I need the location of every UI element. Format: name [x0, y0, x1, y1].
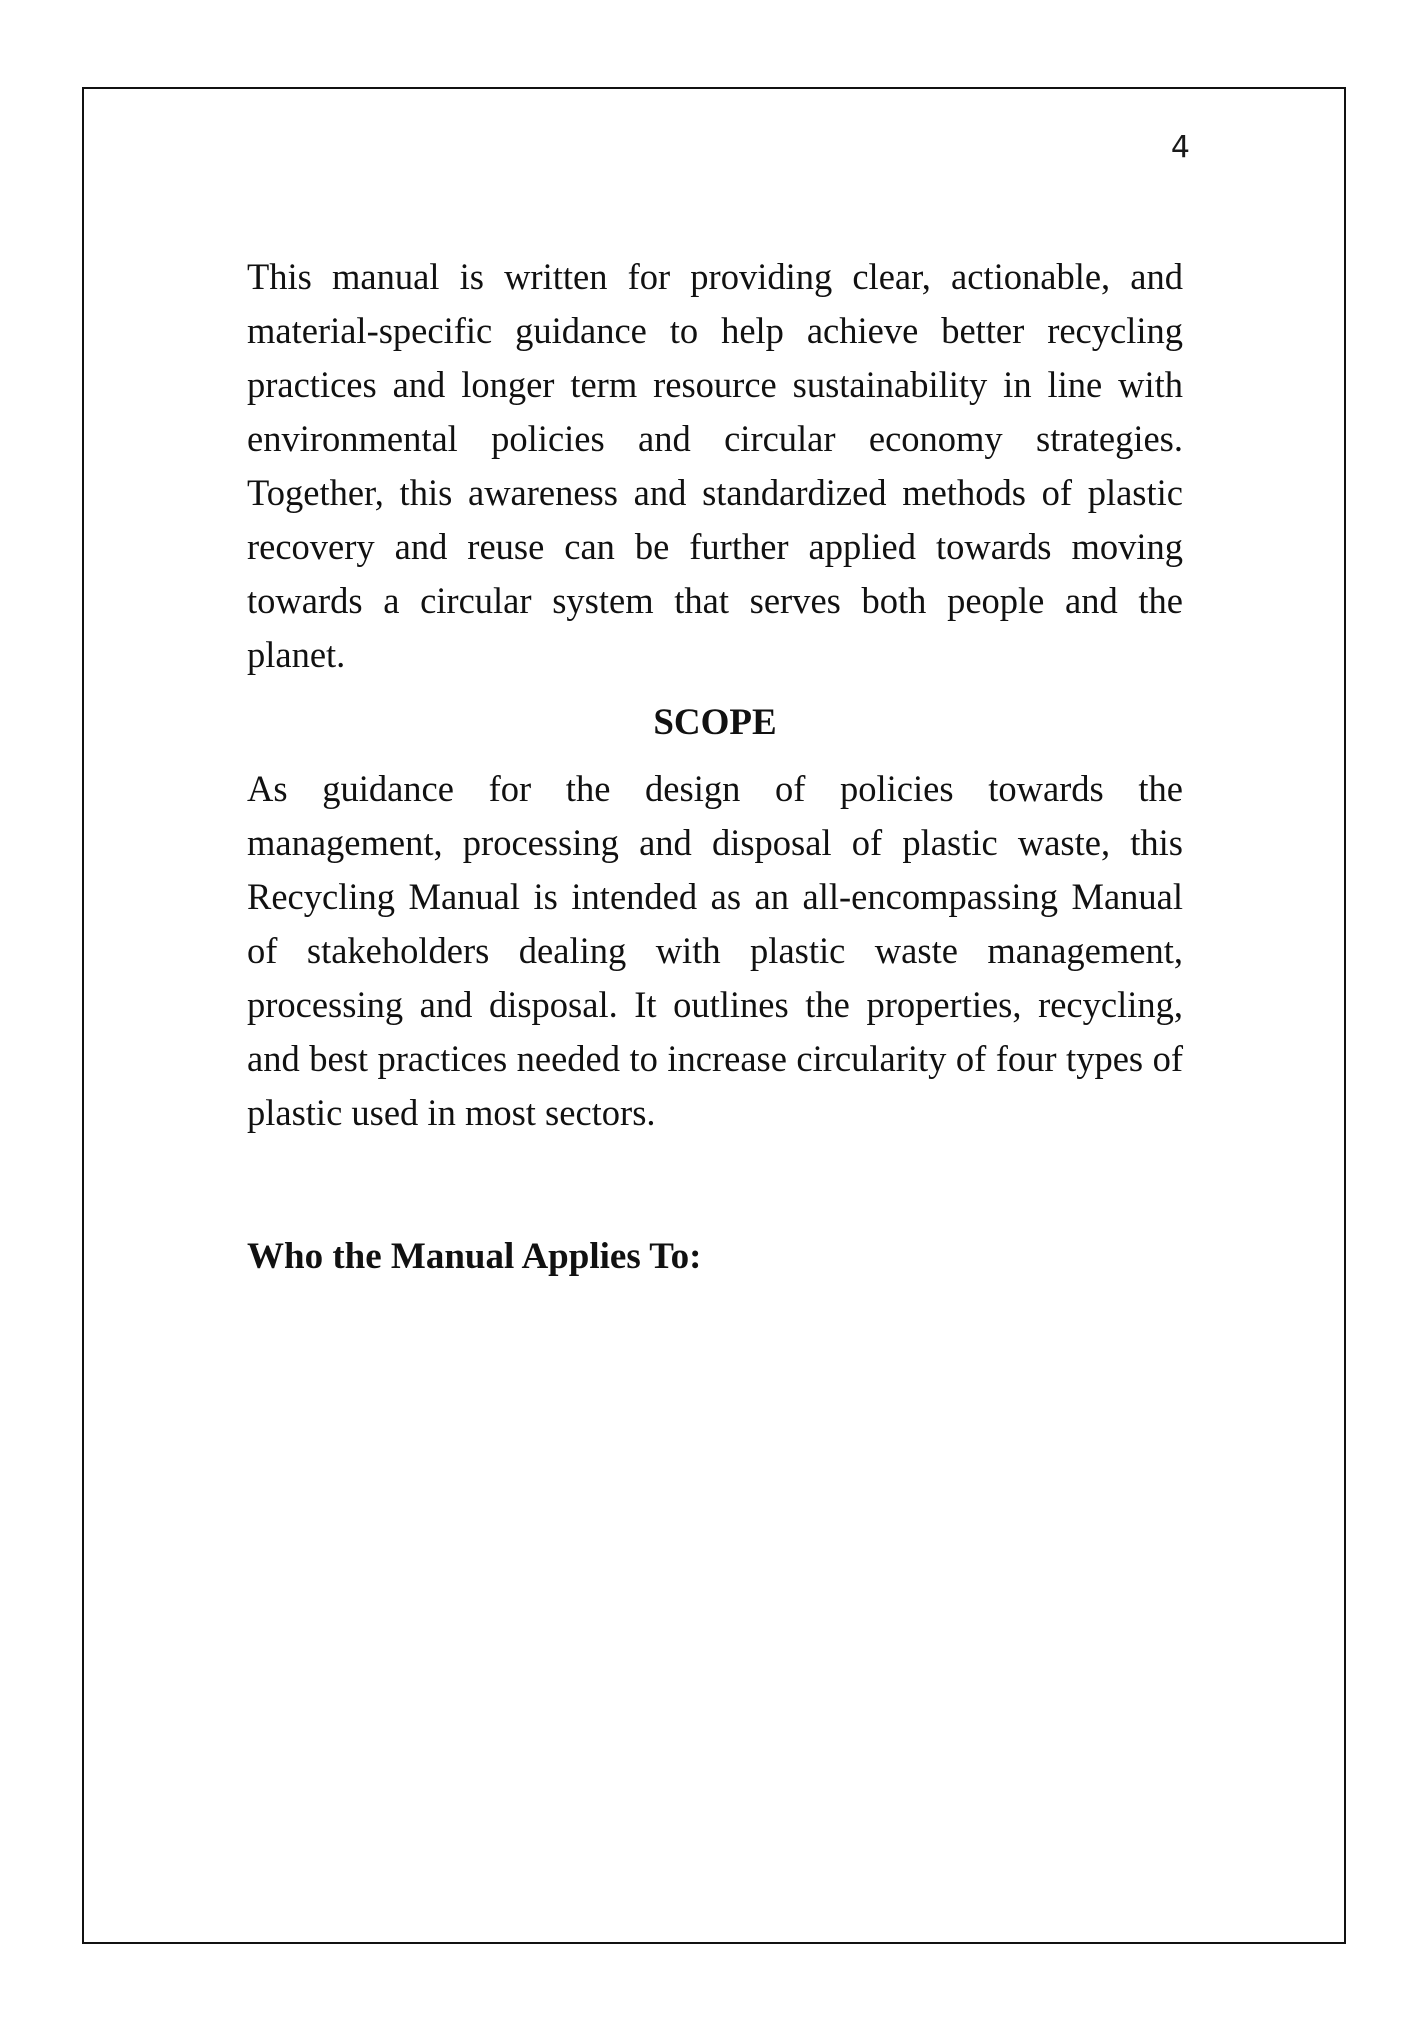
scope-paragraph: As guidance for the design of policies towards the management, processing and disposal of plastic waste, this Recycling Manual is intended as an all-encompassing Manual of stakeholders dealing with plastic waste management, processing and disposal. It outlines the properties, recycling, and best practices needed to increase circularity of four types of plastic used in most sectors.	[247, 768, 1183, 1133]
page-number: 4	[1170, 130, 1190, 165]
scope-heading: SCOPE	[653, 702, 777, 743]
intro-paragraph: This manual is written for providing clear, actionable, and material-specific guidance to help achieve better recycling practices and longer term resource sustainability in line with environmental policies and circular economy strategies. Together, this awareness and standardized methods of plastic recovery and reuse can be further applied towards moving towards a circular system that serves both people and the planet.	[247, 256, 1183, 675]
document-body	[247, 250, 1183, 1284]
applies-heading: Who the Manual Applies To:	[247, 1236, 702, 1277]
